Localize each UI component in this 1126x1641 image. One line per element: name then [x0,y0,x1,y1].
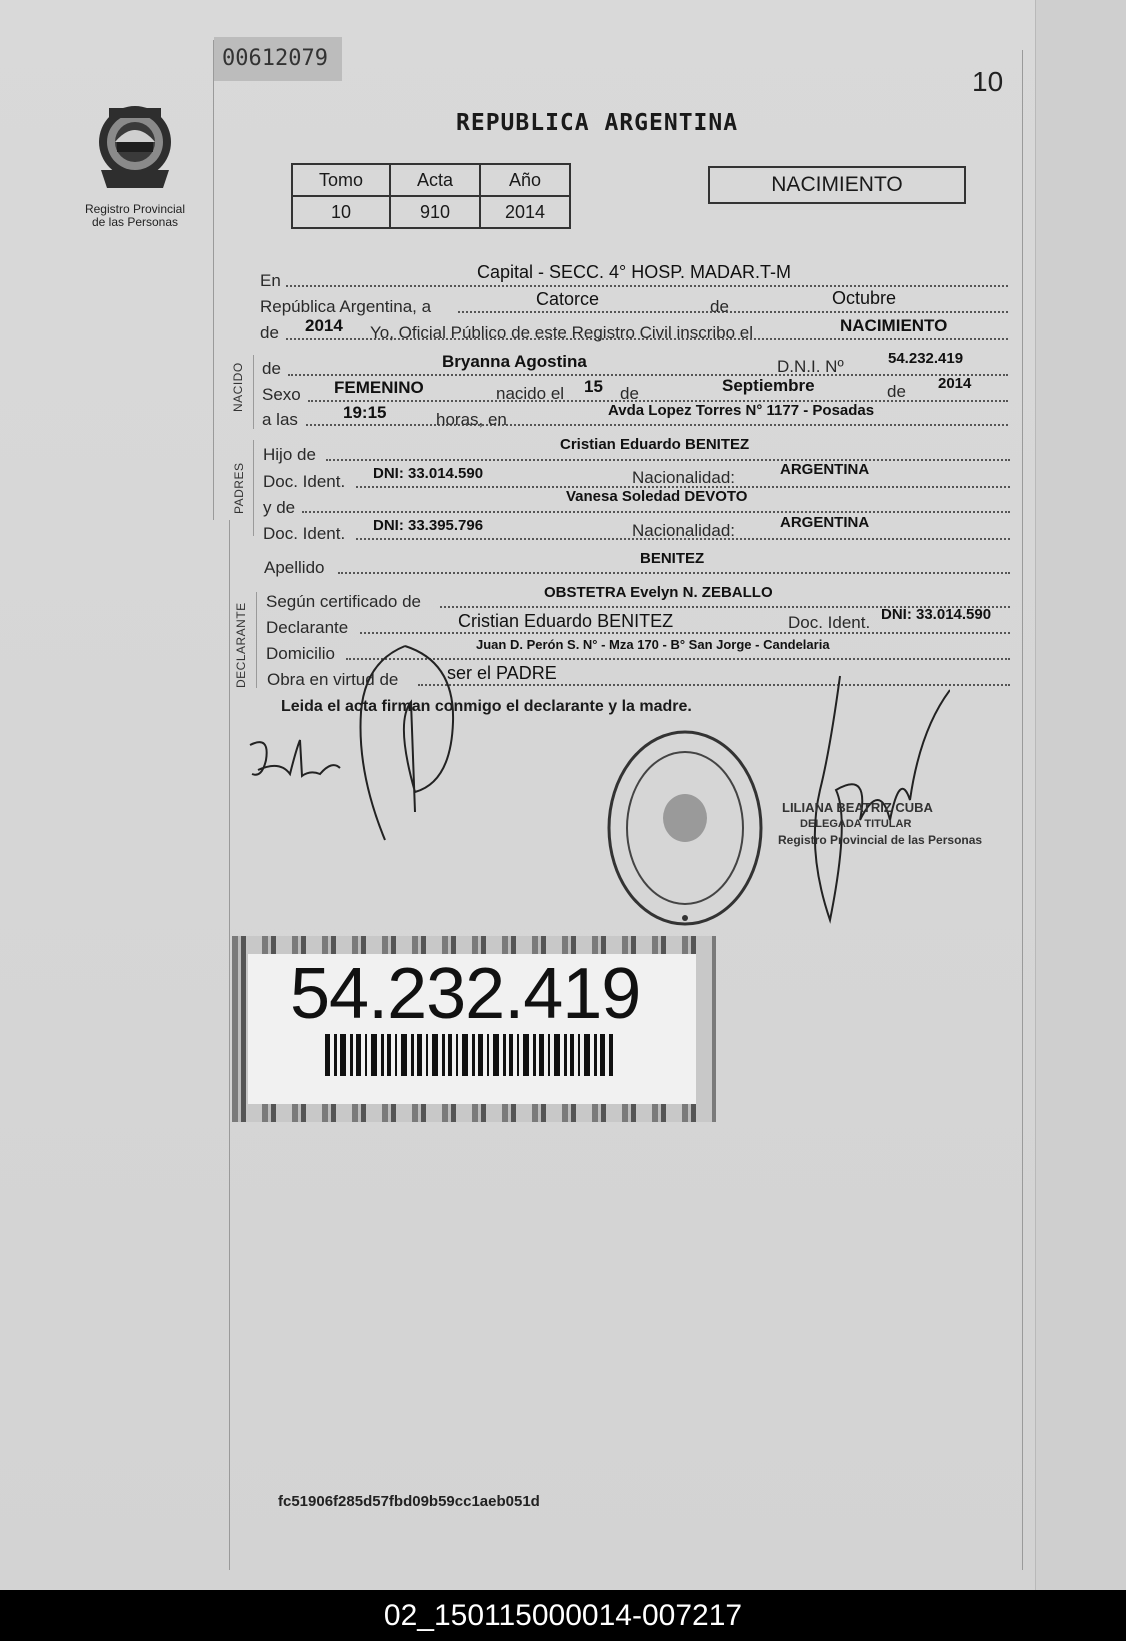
birth-year: 2014 [938,375,972,392]
issuer-line-2: de las Personas [91,215,179,229]
birth-day: 15 [584,377,603,396]
certificate-issuer: OBSTETRA Evelyn N. ZEBALLO [544,584,773,601]
side-label-padres: PADRES [232,462,246,514]
label-de: de [710,297,729,316]
label-sexo: Sexo [262,385,301,404]
label-doc-ident-mother: Doc. Ident. [263,524,346,543]
officer-name: LILIANA BEATRIZ CUBA [782,800,933,815]
father-name: Cristian Eduardo BENITEZ [560,436,750,453]
declarant-name: Cristian Eduardo BENITEZ [458,611,674,631]
side-label-declarante: DECLARANTE [234,602,248,688]
label-de-year: de [260,323,279,342]
label-y-de: y de [263,498,296,517]
dotted-line [306,424,1008,426]
label-obra: Obra en virtud de [267,670,399,689]
label-de-birth-year: de [887,382,906,401]
issuer-line-1: Registro Provincial [84,202,186,216]
label-doc-ident-declarant: Doc. Ident. [788,613,871,632]
scan-id-footer: 02_150115000014-007217 [0,1590,1126,1641]
barcode-icon [325,1034,615,1076]
registration-month: Octubre [832,288,897,308]
registry-logo [80,98,190,229]
serial-number: 00612079 [214,37,342,81]
margin-line-lower [229,520,230,1570]
label-horas-en: horas, en [436,410,507,429]
label-dni: D.N.I. Nº [777,357,844,376]
label-nacionalidad-mother: Nacionalidad: [632,521,736,540]
label-en: En [260,271,281,290]
right-margin-line [1022,50,1023,1570]
dotted-line [288,374,1008,376]
closing-statement: Leida el acta firman conmigo el declarante y la madre. [281,698,692,715]
issuer-name [80,203,190,229]
label-domicilio: Domicilio [266,644,335,663]
record-type: NACIMIENTO [840,316,948,335]
birth-month: Septiembre [722,376,815,395]
reference-table [291,163,571,229]
label-apellido: Apellido [264,558,325,577]
label-de-month: de [620,384,639,403]
label-hijo-de: Hijo de [263,445,316,464]
value-anio: 2014 [480,196,570,228]
section-bracket [256,592,257,688]
provincial-seal-icon [87,98,183,194]
document-hash: fc51906f285d57fbd09b59cc1aeb051d [278,1493,540,1510]
declarant-signature-icon [355,642,465,842]
barcode-number: 54.232.419 [290,954,641,1034]
label-nacionalidad: Nacionalidad: [632,468,736,487]
declarant-doc: DNI: 33.014.590 [881,606,992,623]
header-acta: Acta [390,164,480,196]
label-republica: República Argentina, a [260,297,432,316]
label-nacido-el: nacido el [496,384,565,403]
header-tomo: Tomo [292,164,390,196]
officer-block [778,800,983,848]
father-doc: DNI: 33.014.590 [373,465,484,482]
section-bracket [253,355,254,429]
record-type-box: NACIMIENTO [708,166,966,204]
label-de-name: de [262,359,281,378]
officer-role: DELEGADA TITULAR [800,818,912,830]
birth-time: 19:15 [343,403,387,422]
label-a-las: a las [262,410,298,429]
dotted-line [326,459,1010,461]
page-number: 10 [972,66,1004,97]
section-bracket [253,440,254,536]
registration-year: 2014 [305,316,343,335]
dotted-line [458,311,1008,313]
label-declarante: Declarante [266,618,349,637]
birth-place: Avda Lopez Torres N° 1177 - Posadas [608,402,875,419]
header-anio: Año [480,164,570,196]
mother-signature-icon [240,730,350,800]
child-name: Bryanna Agostina [442,352,587,371]
mother-doc: DNI: 33.395.796 [373,517,484,534]
dotted-line [302,511,1010,513]
father-nationality: ARGENTINA [780,461,870,478]
registration-place: Capital - SECC. 4° HOSP. MADAR.T-M [477,262,791,282]
mother-name: Vanesa Soledad DEVOTO [566,488,748,505]
mother-nationality: ARGENTINA [780,514,870,531]
official-stamp-icon [605,728,765,928]
child-surname: BENITEZ [640,550,705,567]
page-edge [1035,0,1126,1590]
declarant-relationship: ser el PADRE [447,663,557,683]
child-dni: 54.232.419 [888,350,964,367]
dotted-line [338,572,1010,574]
value-tomo: 10 [292,196,390,228]
declarant-address: Juan D. Perón S. N° - Mza 170 - B° San Jorge - Candelaria [476,637,830,652]
officer-office: Registro Provincial de las Personas [778,833,983,847]
dotted-line [286,285,1008,287]
label-oficial: Yo, Oficial Público de este Registro Civil inscribo el [370,323,753,342]
label-doc-ident: Doc. Ident. [263,472,346,491]
dotted-line [360,632,1010,634]
side-label-nacido: NACIDO [231,362,245,412]
value-acta: 910 [390,196,480,228]
registration-day: Catorce [536,289,600,309]
margin-line [213,40,214,520]
document-title: REPUBLICA ARGENTINA [456,110,739,136]
child-sex: FEMENINO [334,378,424,397]
label-segun: Según certificado de [266,592,421,611]
